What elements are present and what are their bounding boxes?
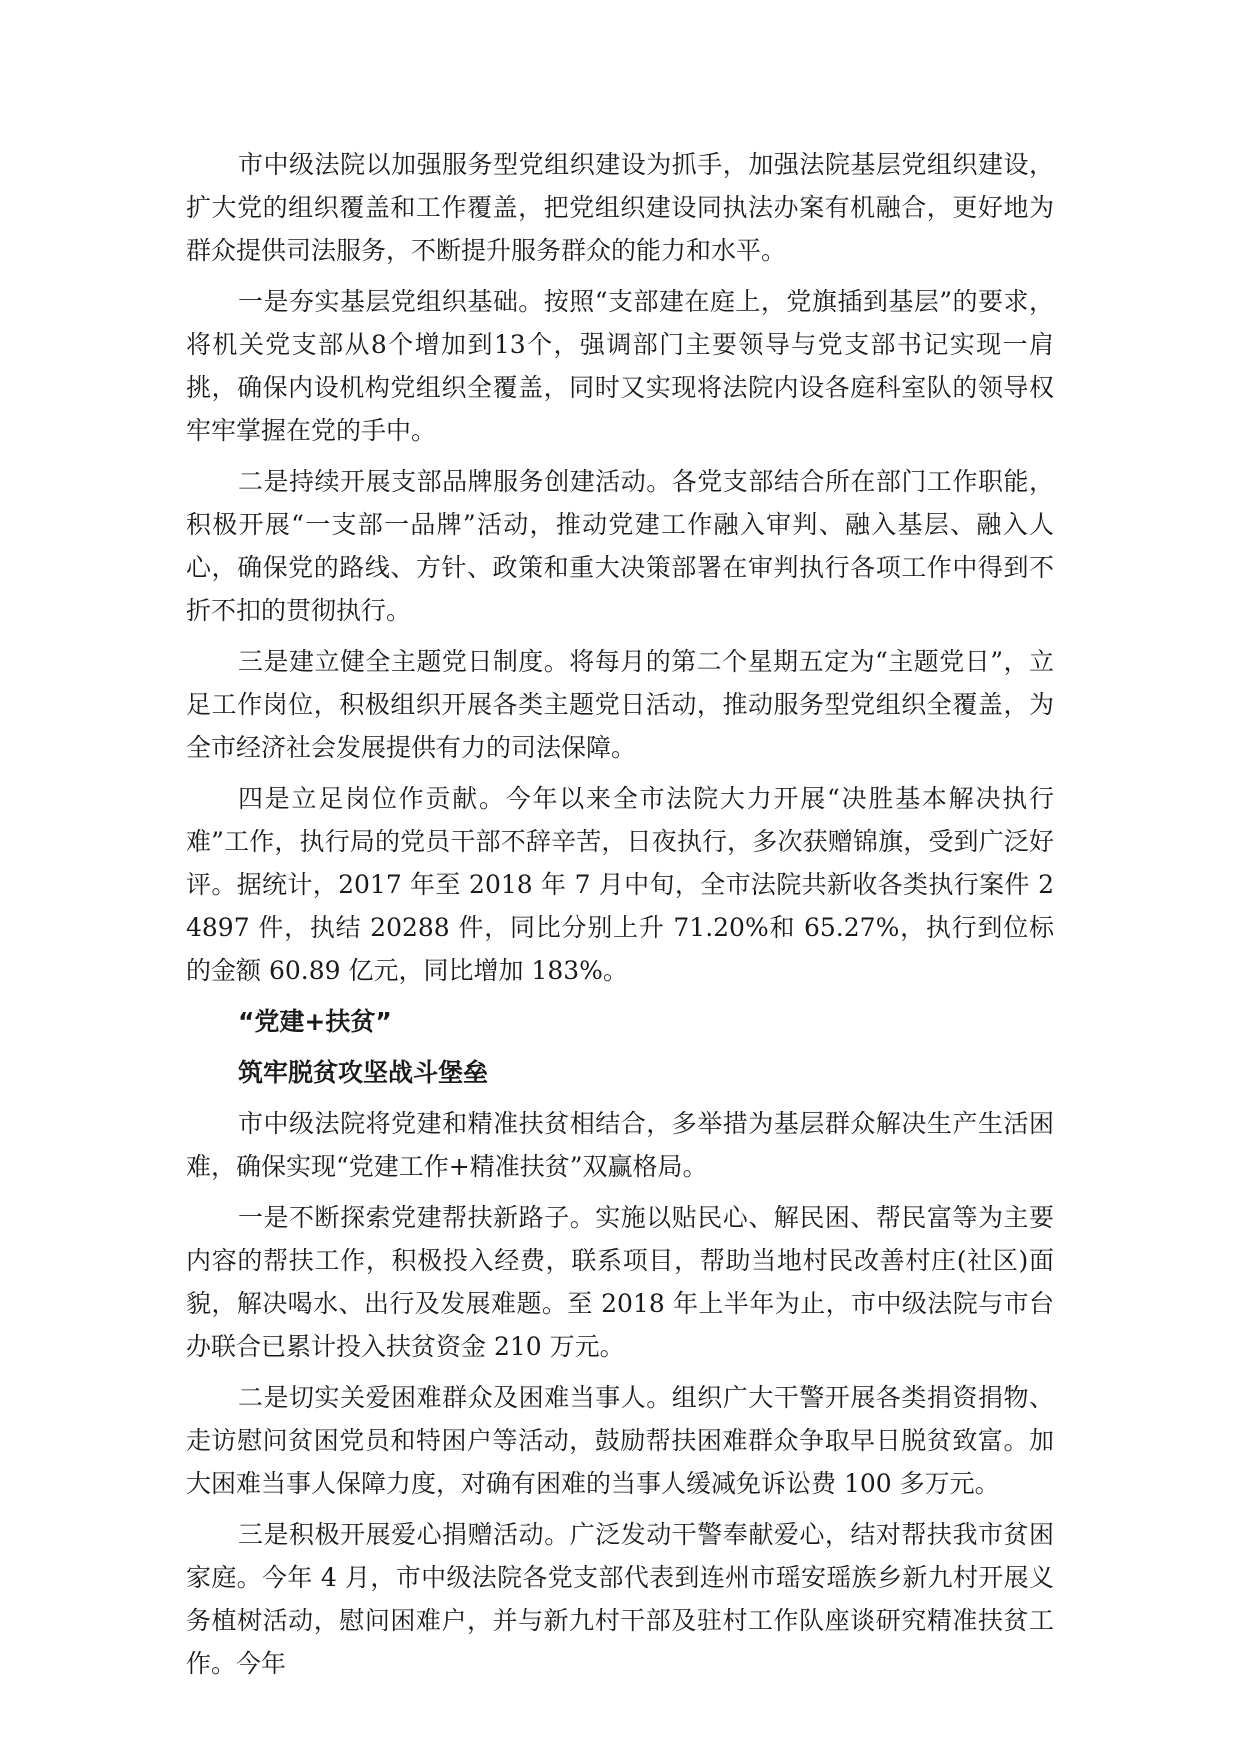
section-subheading: 筑牢脱贫攻坚战斗堡垒: [238, 1058, 489, 1087]
section-heading: “党建+扶贫”: [238, 1007, 392, 1036]
paragraph-point-4: 四是立足岗位作贡献。今年以来全市法院大力开展“决胜基本解决执行难”工作，执行局的党员干部不辞辛苦，日夜执行，多次获赠锦旗，受到广泛好评。据统计，2017 年至 2018 年 7 月中旬，全市法院共新收各类执行案件 24897 件，执结 20288 件，同比分别上升 71.20%和 65.27%，执行到位标的金额 60.89 亿元，同比增加 183%。: [186, 784, 1054, 985]
paragraph-poverty-3: 三是积极开展爱心捐赠活动。广泛发动干警奉献爱心，结对帮扶我市贫困家庭。今年 4 月，市中级法院各党支部代表到连州市瑶安瑶族乡新九村开展义务植树活动，慰问困难户，并与新九村干部及驻村工作队座谈研究精准扶贫工作。今年: [186, 1520, 1054, 1678]
paragraph-poverty-1: 一是不断探索党建帮扶新路子。实施以贴民心、解民困、帮民富等为主要内容的帮扶工作，积极投入经费，联系项目，帮助当地村民改善村庄(社区)面貌，解决喝水、出行及发展难题。至 2018 年上半年为止，市中级法院与市台办联合已累计投入扶贫资金 210 万元。: [186, 1203, 1054, 1361]
paragraph-intro: 市中级法院以加强服务型党组织建设为抓手，加强法院基层党组织建设，扩大党的组织覆盖和工作覆盖，把党组织建设同执法办案有机融合，更好地为群众提供司法服务，不断提升服务群众的能力和水平。: [186, 150, 1054, 265]
paragraph-point-1: 一是夯实基层党组织基础。按照“支部建在庭上，党旗插到基层”的要求，将机关党支部从8个增加到13个，强调部门主要领导与党支部书记实现一肩挑，确保内设机构党组织全覆盖，同时又实现将法院内设各庭科室队的领导权牢牢掌握在党的手中。: [186, 287, 1054, 445]
paragraph-poverty-intro: 市中级法院将党建和精准扶贫相结合，多举措为基层群众解决生产生活困难，确保实现“党建工作+精准扶贫”双赢格局。: [186, 1109, 1054, 1181]
paragraph-poverty-2: 二是切实关爱困难群众及困难当事人。组织广大干警开展各类捐资捐物、走访慰问贫困党员和特困户等活动，鼓励帮扶困难群众争取早日脱贫致富。加大困难当事人保障力度，对确有困难的当事人缓减免诉讼费 100 多万元。: [186, 1383, 1054, 1498]
paragraph-point-2: 二是持续开展支部品牌服务创建活动。各党支部结合所在部门工作职能，积极开展“一支部一品牌”活动，推动党建工作融入审判、融入基层、融入人心，确保党的路线、方针、政策和重大决策部署在审判执行各项工作中得到不折不扣的贯彻执行。: [186, 467, 1054, 625]
paragraph-point-3: 三是建立健全主题党日制度。将每月的第二个星期五定为“主题党日”，立足工作岗位，积极组织开展各类主题党日活动，推动服务型党组织全覆盖，为全市经济社会发展提供有力的司法保障。: [186, 647, 1054, 762]
